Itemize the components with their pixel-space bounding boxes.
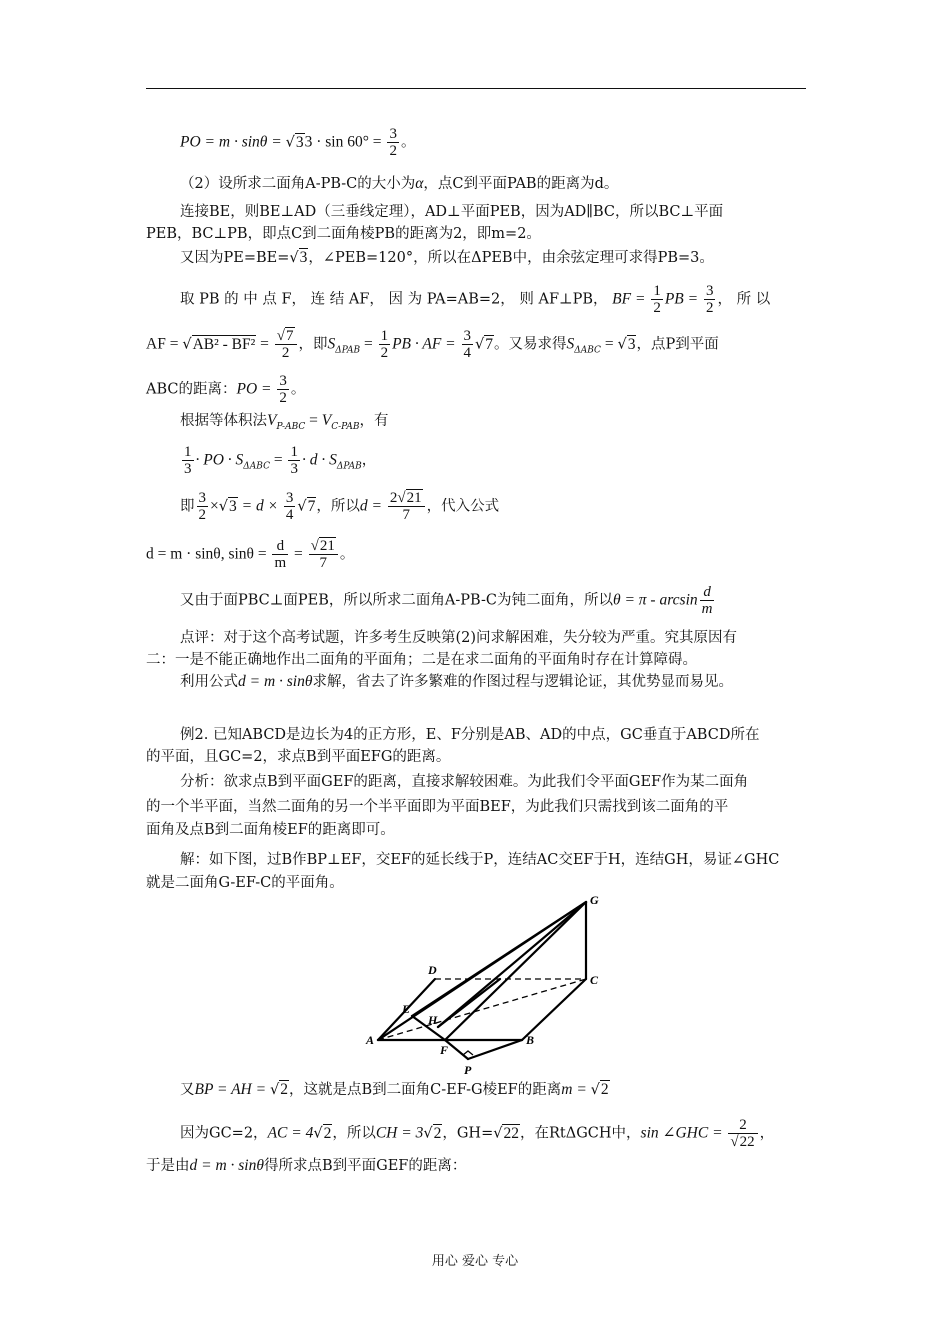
geometry-figure	[360, 888, 620, 1078]
paragraph: 利用公式d = m · sinθ求解，省去了许多繁难的作图过程与逻辑论证，其优势显而易见。	[180, 673, 733, 690]
paragraph: 又因为PE=BE=√3，∠PEB=120°，所以在ΔPEB中，由余弦定理可求得PB=3。	[180, 249, 714, 266]
eq-d: 即 $\frac{3}{2}$ ×√3 = d × $\frac{3}{4}$ √7，所以d = $\frac{2√21}{7}$ ，代入公式	[180, 490, 500, 523]
paragraph: 于是由d = m · sinθ得所求点B到平面GEF的距离：	[146, 1157, 467, 1174]
eq-volume: $\frac{1}{3}$ · PO · $S_{\Delta ABC}$ = $\frac{1}{3}$ · $d \cdot S_{\Delta PAB}$，	[184, 444, 377, 477]
paragraph: 二：一是不能正确地作出二面角的平面角；二是在求二面角的平面角时存在计算障碍。	[146, 652, 697, 668]
paragraph: 取 PB 的 中 点 F， 连 结 AF， 因 为 PA=AB=2， 则 AF⊥PB， BF = $\frac{1}{2}$ PB = $\frac{3}{2}$ ， 所 以	[180, 283, 771, 316]
paragraph: 分析：欲求点B到平面GEF的距离，直接求解较困难。为此我们令平面GEF作为某二面角	[180, 774, 749, 790]
label-g: G	[590, 893, 599, 907]
label-c: C	[590, 973, 599, 987]
paragraph: 根据等体积法$V_{P-ABC} = V_{C-PAB}$，有	[180, 412, 389, 432]
label-f: F	[440, 1043, 449, 1057]
paragraph: 面角及点B到二面角棱EF的距离即可。	[146, 822, 395, 838]
header-rule	[146, 88, 806, 89]
paragraph: PEB，BC⊥PB，即点C到二面角棱PB的距离为2，即m=2。	[146, 226, 541, 242]
label-b: B	[526, 1033, 535, 1047]
paragraph: 例2. 已知ABCD是边长为4的正方形，E、F分别是AB、AD的中点，GC垂直于ABCD所在	[180, 727, 760, 743]
eq-po: PO = m · sinθ = √33 · sin 60° = $\frac{3}{2}$ 。	[180, 126, 416, 159]
label-a: A	[366, 1033, 375, 1047]
paragraph: 的平面，且GC=2，求点B到平面EFG的距离。	[146, 749, 451, 765]
label-d: D	[428, 963, 437, 977]
paragraph: ABC的距离：PO = $\frac{3}{2}$ 。	[146, 373, 306, 406]
paragraph: 就是二面角G-EF-C的平面角。	[146, 875, 344, 891]
paragraph: 的一个半平面，当然二面角的另一个半平面即为平面BEF，为此我们只需找到该二面角的平	[146, 799, 729, 815]
eq-af: AF = √AB² - BF² = $\frac{√7}{2}$ ，即$S_{\Delta PAB}$ = $\frac{1}{2}$ PB · AF = $\frac{3}{4}$ √7。又易求得$S_{\Delta ABC} = √3$，点P到平面	[146, 328, 719, 361]
page-footer: 用心 爱心 专心	[431, 1254, 519, 1269]
label-e: E	[402, 1002, 411, 1016]
paragraph: 解：如下图，过B作BP⊥EF，交EF的延长线于P，连结AC交EF于H，连结GH，易证∠GHC	[180, 852, 780, 868]
label-p: P	[464, 1063, 472, 1077]
paragraph: 又BP = AH = √2，这就是点B到二面角C-EF-G棱EF的距离m = √2	[180, 1081, 609, 1098]
paragraph: 连接BE，则BE⊥AD（三垂线定理），AD⊥平面PEB，因为AD∥BC，所以BC⊥平面	[180, 204, 724, 220]
paragraph: 因为GC=2，AC = 4√2，所以CH = 3√2，GH=√22，在RtΔGCH中，sin ∠GHC = $\frac{2}{√22}$ ，	[180, 1117, 775, 1150]
eq-formula: d = m · sinθ, sinθ = $\frac{d}{m}$ = $\frac{√21}{7}$ 。	[146, 538, 355, 571]
paragraph: 又由于面PBC⊥面PEB，所以所求二面角A-PB-C为钝二面角，所以θ = π - arcsin $\frac{d}{m}$	[180, 584, 713, 617]
paragraph: （2）设所求二面角A-PB-C的大小为α，点C到平面PAB的距离为d。	[180, 175, 619, 192]
label-h: H	[428, 1013, 438, 1027]
paragraph: 点评：对于这个高考试题，许多考生反映第(2)问求解困难，失分较为严重。究其原因有	[180, 630, 738, 646]
